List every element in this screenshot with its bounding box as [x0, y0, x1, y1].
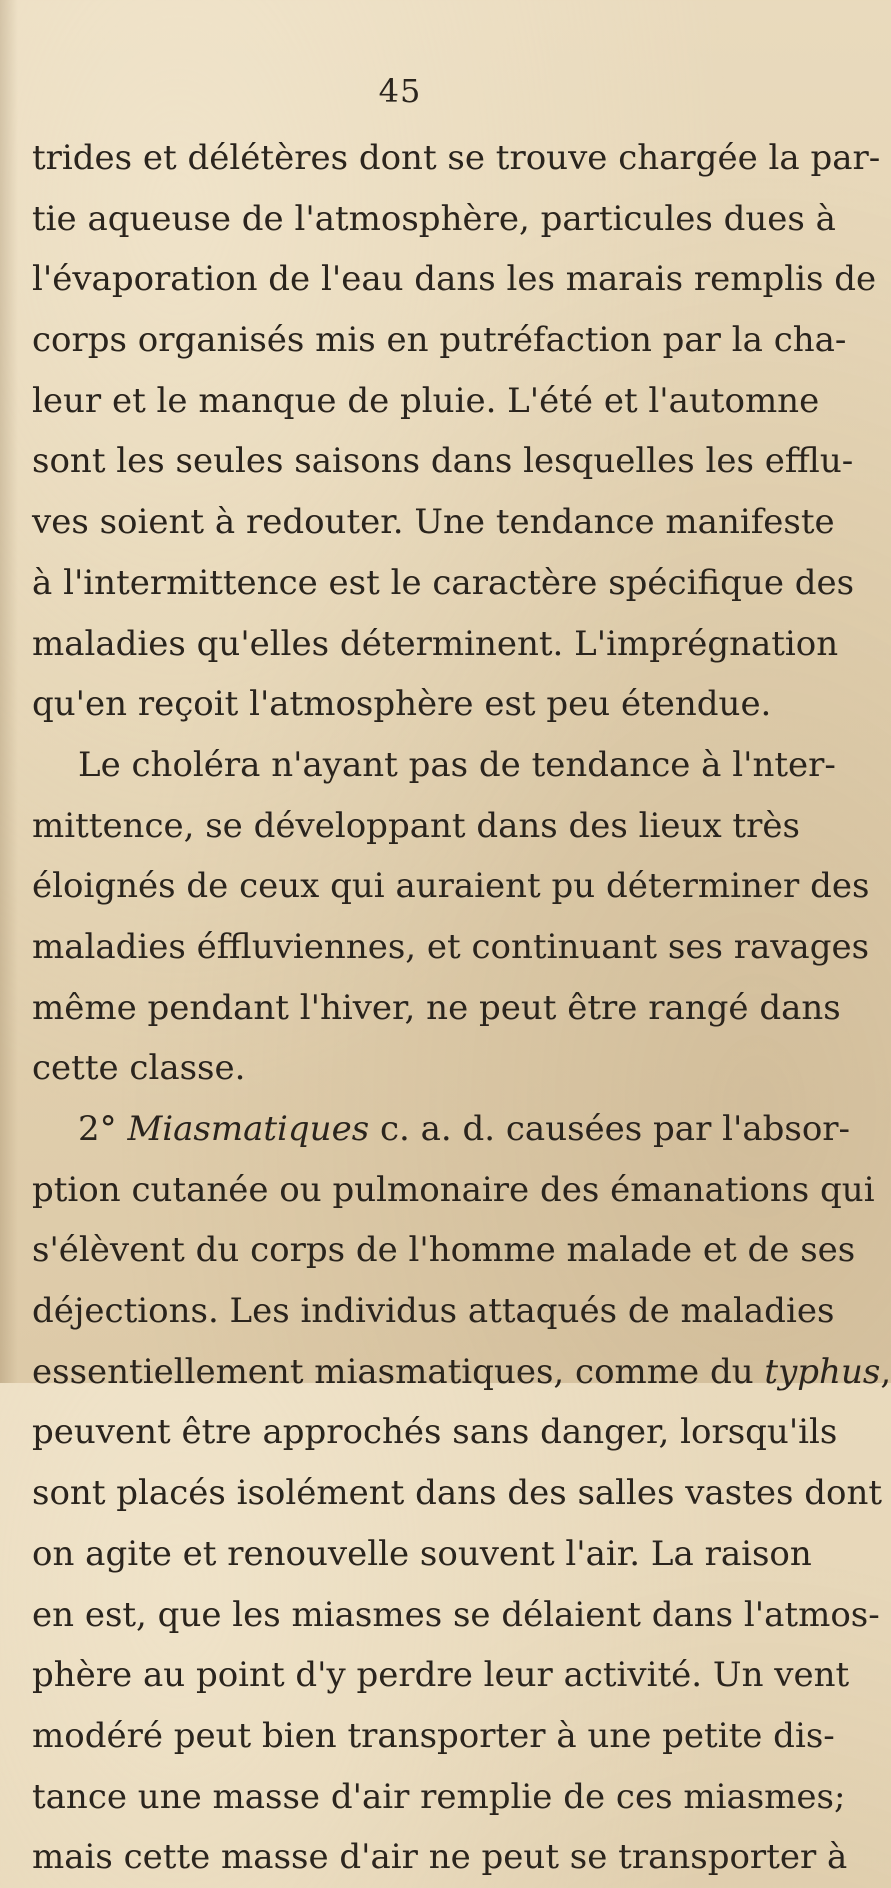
text-line-11: Le choléra n'ayant pas de tendance à l'nter-	[78, 744, 836, 785]
text-line-13: éloignés de ceux qui auraient pu déterminer des	[32, 866, 870, 907]
section-title-italic: Miasmatiques	[127, 1109, 370, 1149]
text-line-14: maladies éffluviennes, et continuant ses ravages	[32, 926, 870, 967]
page-number: 45	[378, 72, 422, 110]
text-line-5: leur et le manque de pluie. L'été et l'automne	[32, 380, 820, 421]
text-line-8: à l'intermittence est le caractère spécifique des	[32, 562, 855, 603]
text-line-25: en est, que les miasmes se délaient dans l'atmos-	[32, 1594, 880, 1635]
section-number: 2°	[78, 1109, 117, 1149]
text-line-3: l'évaporation de l'eau dans les marais remplis de	[32, 259, 877, 300]
text-line-28: tance une masse d'air remplie de ces miasmes;	[32, 1776, 846, 1817]
text-line-16: cette classe.	[32, 1048, 246, 1089]
text-line-4: corps organisés mis en putréfaction par la cha-	[32, 320, 847, 361]
text-line-20: déjections. Les individus attaqués de maladies	[32, 1291, 835, 1332]
text-line-9: maladies qu'elles déterminent. L'imprégnation	[32, 623, 839, 664]
text-line-21	[32, 1342, 891, 1403]
text-line-1: trides et délétères dont se trouve chargée la par-	[32, 138, 881, 178]
body-text	[32, 128, 891, 1888]
text-line-29: mais cette masse d'air ne peut se transporter à	[32, 1837, 848, 1878]
text-line-21-start: essentiellement miasmatiques, comme du	[32, 1351, 754, 1392]
text-line-6: sont les seules saisons dans lesquelles les efflu-	[32, 441, 854, 482]
text-line-12: mittence, se développant dans des lieux très	[32, 805, 800, 846]
text-line-21-comma: ,	[880, 1351, 891, 1392]
text-line-19: s'élèvent du corps de l'homme malade et de ses	[32, 1230, 856, 1271]
text-line-7: ves soient à redouter. Une tendance manifeste	[32, 502, 835, 543]
page-gutter-shadow	[0, 0, 18, 1383]
text-line-23: sont placés isolément dans des salles vastes dont	[32, 1473, 883, 1514]
text-line-24: on agite et renouvelle souvent l'air. La raison	[32, 1533, 812, 1574]
text-line-10: qu'en reçoit l'atmosphère est peu étendue.	[32, 684, 772, 725]
text-line-15: même pendant l'hiver, ne peut être rangé dans	[32, 987, 841, 1028]
text-line-22: peuvent être approchés sans danger, lorsqu'ils	[32, 1412, 838, 1453]
text-line-27: modéré peut bien transporter à une petite dis-	[32, 1715, 835, 1756]
text-line-17-rest: c. a. d. causées par l'absor-	[379, 1109, 851, 1149]
text-line-2: tie aqueuse de l'atmosphère, particules dues à	[32, 198, 836, 239]
typhus-italic: typhus	[764, 1351, 881, 1392]
text-line-18: ption cutanée ou pulmonaire des émanations qui	[32, 1169, 875, 1210]
text-line-17	[32, 1099, 851, 1160]
text-line-26: phère au point d'y perdre leur activité. Un vent	[32, 1655, 850, 1696]
